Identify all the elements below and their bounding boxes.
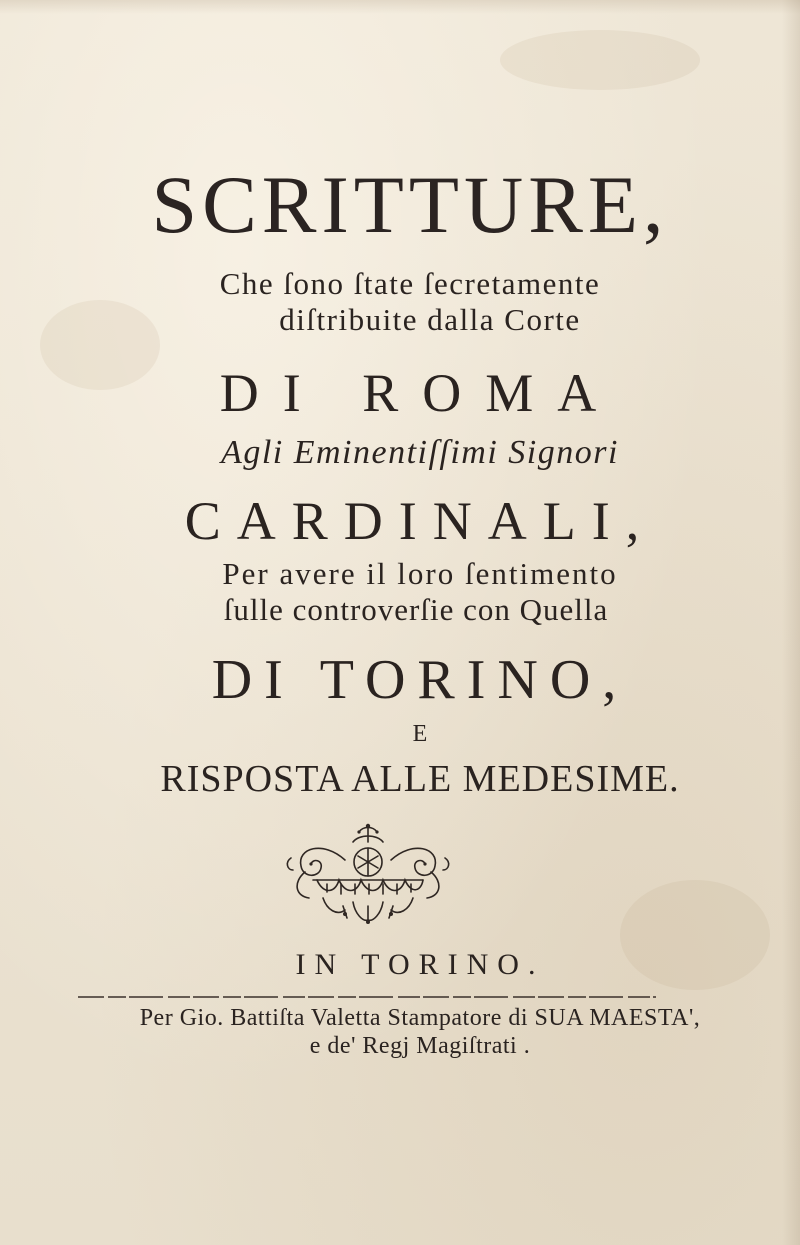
agli-line: Agli Eminentiſſimi Signori bbox=[221, 434, 619, 471]
torino-line: DI TORINO, bbox=[211, 649, 629, 711]
printer-line-2: e de' Regj Magiſtrati . bbox=[309, 1033, 531, 1059]
cardinali-line: CARDINALI, bbox=[184, 491, 656, 551]
decorative-rule bbox=[78, 994, 656, 1000]
per-line-1: Per avere il loro ſentimento bbox=[222, 556, 618, 591]
per-line-2: ſulle controverſie con Quella bbox=[223, 592, 609, 627]
subtitle-line-2: diſtribuite dalla Corte bbox=[279, 302, 581, 337]
paper-stain bbox=[500, 30, 700, 90]
conjunction-e: E bbox=[412, 721, 428, 747]
risposta-line: RISPOSTA ALLE MEDESIME. bbox=[160, 758, 680, 800]
imprint-place: IN TORINO. bbox=[295, 948, 545, 981]
roma-line: DI ROMA bbox=[219, 363, 621, 423]
paper-edge-top bbox=[0, 0, 800, 14]
subtitle-line-1: Che ſono ſtate ſecretamente bbox=[219, 266, 601, 301]
main-title: SCRITTURE, bbox=[151, 159, 669, 250]
printers-ornament-icon bbox=[283, 822, 453, 926]
printer-line-1: Per Gio. Battiſta Valetta Stampatore di SUA MAESTA', bbox=[139, 1005, 701, 1031]
